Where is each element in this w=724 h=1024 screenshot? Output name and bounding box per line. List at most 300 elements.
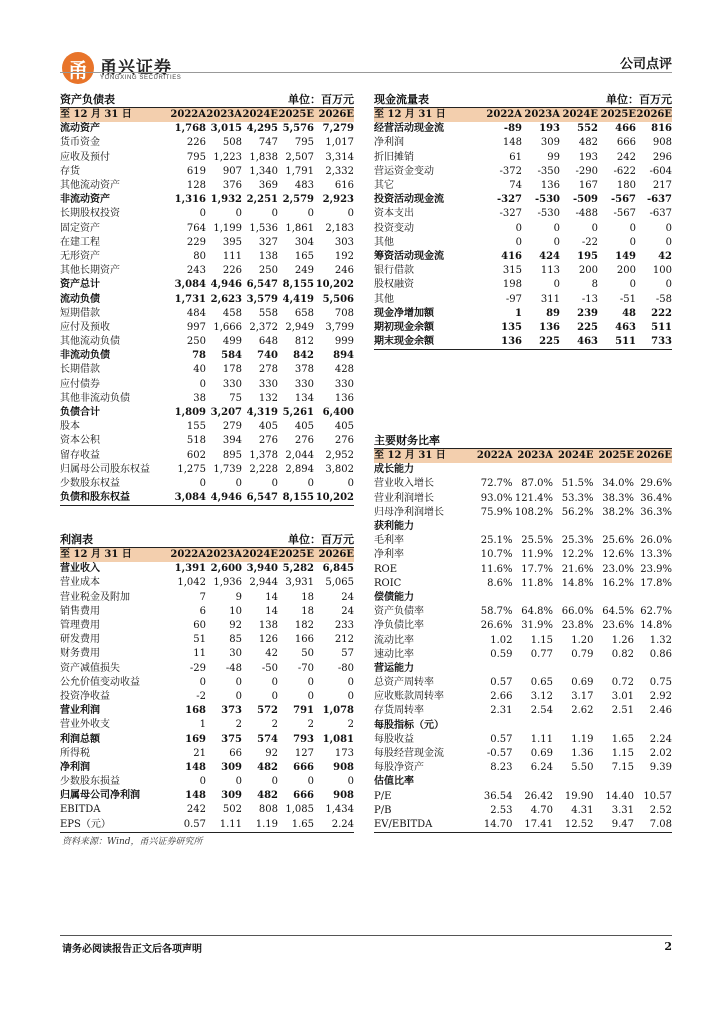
table-row	[374, 165, 672, 179]
table-cell: 327	[258, 236, 278, 248]
row-label: 利润总额	[60, 733, 100, 745]
table-row	[374, 662, 672, 676]
table-cell: 2.62	[571, 705, 594, 717]
table-row	[60, 151, 354, 165]
table-cell: 458	[222, 307, 242, 319]
table-cell: 997	[186, 321, 206, 333]
table-cell: 148	[502, 137, 522, 149]
table-cell: 894	[333, 350, 354, 362]
row-label: 研发费用	[60, 634, 100, 646]
table-cell: 53.3%	[561, 492, 594, 504]
table-cell: 10	[229, 605, 242, 617]
table-cell: 1.19	[242, 818, 278, 833]
table-cell: 276	[334, 435, 354, 447]
table-cell: 1,391	[174, 563, 206, 575]
column-header-year: 2025E	[600, 109, 636, 121]
table-cell: 26.0%	[640, 535, 672, 547]
table-cell: 463	[615, 321, 636, 333]
table-cell: -97	[505, 293, 522, 305]
table-cell: 1.15	[611, 748, 634, 760]
balance-sheet-table	[60, 108, 354, 506]
table-row	[374, 690, 672, 704]
column-header-year: 2024E	[242, 109, 278, 121]
table-cell	[594, 719, 635, 733]
table-cell: 180	[616, 180, 636, 192]
income-unit: 单位：百万元	[288, 534, 354, 546]
table-cell: 6.24	[530, 762, 553, 774]
row-label: 归属母公司净利润	[60, 790, 140, 802]
row-label: 归属母公司股东权益	[60, 463, 150, 475]
table-cell: 1,223	[213, 151, 242, 163]
table-row	[374, 193, 672, 207]
table-cell: 5.50	[571, 762, 594, 774]
table-cell: 1,434	[325, 804, 354, 816]
table-row	[374, 207, 672, 221]
table-cell: -509	[572, 194, 598, 206]
table-cell: 0	[235, 477, 242, 489]
table-cell: 816	[651, 123, 672, 135]
table-cell: 2,507	[285, 151, 314, 163]
table-cell: 3.31	[611, 804, 634, 816]
income-section	[60, 533, 354, 833]
table-cell: 23.6%	[602, 620, 634, 632]
table-cell: 1.11	[530, 733, 553, 745]
table-cell: 192	[334, 250, 354, 262]
table-cell: 0.75	[649, 677, 672, 689]
table-cell: 574	[257, 733, 278, 745]
table-cell: 482	[257, 790, 278, 802]
table-cell: -89	[503, 123, 522, 135]
table-cell: 249	[294, 265, 314, 277]
table-cell: -2	[196, 690, 206, 702]
column-header-year: 2022A	[486, 109, 522, 121]
table-cell: 99	[547, 151, 560, 163]
table-cell: 0	[235, 676, 242, 688]
table-cell: 2,372	[249, 321, 278, 333]
table-cell: 0	[235, 208, 242, 220]
column-header-year: 2026E	[318, 109, 354, 121]
table-cell: 552	[577, 123, 598, 135]
table-cell: 999	[334, 336, 354, 348]
table-cell: 3,207	[210, 407, 242, 419]
table-cell: 0	[515, 236, 522, 248]
table-cell: 405	[334, 421, 354, 433]
table-row	[374, 222, 672, 236]
disclaimer-note: 请务必阅读报告正文后各项声明	[62, 944, 202, 955]
row-label: 筹资活动现金流	[374, 250, 444, 262]
table-row	[60, 136, 354, 150]
table-header-row	[60, 108, 354, 122]
table-cell: -29	[189, 662, 206, 674]
table-cell: 0	[629, 236, 636, 248]
table-cell: 48	[622, 307, 636, 319]
table-cell: 36.54	[483, 790, 513, 802]
table-cell: 502	[222, 804, 242, 816]
balance-sheet-section	[60, 93, 354, 506]
table-cell: 2.53	[490, 804, 513, 816]
table-cell: 217	[652, 180, 672, 192]
table-row	[374, 463, 672, 477]
table-cell: 24	[341, 591, 354, 603]
table-cell: 138	[258, 620, 278, 632]
table-cell: 126	[258, 634, 278, 646]
table-cell: 1.19	[571, 733, 594, 745]
table-row	[60, 718, 354, 732]
row-label: 营业利润	[60, 705, 100, 717]
table-cell: 4,946	[206, 491, 242, 506]
table-cell: 2,944	[249, 577, 278, 589]
table-cell: 0	[553, 279, 560, 291]
row-label: 其他	[374, 293, 394, 305]
table-row	[60, 434, 354, 448]
table-cell: 2,579	[282, 194, 314, 206]
table-row	[60, 321, 354, 335]
table-cell: 2,228	[249, 463, 278, 475]
cashflow-title-bar	[374, 93, 672, 108]
table-cell: 895	[222, 449, 242, 461]
logo-subtext: YONGXING SECURITIES	[100, 75, 182, 81]
table-cell: 416	[501, 250, 522, 262]
table-cell: 2,183	[325, 222, 354, 234]
table-cell: 225	[577, 321, 598, 333]
column-header-year: 2022A	[476, 450, 513, 462]
row-label: 少数股东损益	[60, 776, 120, 788]
table-cell: 3,579	[246, 293, 278, 305]
table-cell: 466	[615, 123, 636, 135]
table-cell: 795	[294, 137, 314, 149]
table-cell: 16.2%	[602, 577, 634, 589]
table-row	[374, 136, 672, 150]
table-cell: 6,547	[242, 491, 278, 506]
row-label: 其它	[374, 180, 394, 192]
column-header-period: 至 12 月 31 日	[374, 109, 446, 121]
table-cell: 9.47	[594, 818, 635, 833]
table-cell: 0	[199, 378, 206, 390]
table-cell: 10,202	[315, 279, 354, 291]
table-cell	[472, 719, 513, 733]
table-cell: 373	[221, 705, 242, 717]
table-cell: 2	[307, 719, 314, 731]
table-cell: 11.9%	[521, 549, 553, 561]
table-cell: 14.40	[605, 790, 634, 802]
table-cell: 0	[515, 222, 522, 234]
row-label: 总资产周转率	[374, 677, 434, 689]
table-cell: 1,081	[322, 733, 354, 745]
table-cell	[472, 463, 513, 477]
table-cell: 58.7%	[480, 606, 513, 618]
table-cell: 1,932	[210, 194, 242, 206]
table-cell: 2.24	[314, 818, 354, 833]
table-cell: 136	[484, 335, 522, 350]
balance-sheet-title: 资产负债表	[60, 94, 115, 106]
column-header-year: 2024E	[242, 549, 278, 561]
table-row	[60, 576, 354, 590]
table-cell: 14.8%	[640, 620, 672, 632]
table-cell: 1.26	[611, 634, 634, 646]
table-cell: 3.01	[611, 691, 634, 703]
table-cell: 14	[265, 605, 278, 617]
table-cell: 508	[222, 137, 242, 149]
ratios-table	[374, 449, 672, 833]
table-cell: 23.8%	[561, 620, 594, 632]
table-cell: 1,017	[325, 137, 354, 149]
table-cell: 138	[258, 250, 278, 262]
row-label: 成长能力	[374, 464, 414, 476]
table-cell: 72.7%	[480, 478, 513, 490]
table-cell: 0.57	[170, 818, 206, 833]
company-logo	[62, 52, 182, 86]
table-cell: 10.57	[643, 790, 672, 802]
table-cell: 21	[193, 747, 206, 759]
table-cell: 8,155	[278, 491, 314, 506]
row-label: 其他长期资产	[60, 265, 120, 277]
table-cell: 1,838	[249, 151, 278, 163]
table-cell: 1	[199, 719, 206, 731]
table-cell: 482	[578, 137, 598, 149]
table-row	[374, 307, 672, 321]
table-cell: 7	[199, 591, 206, 603]
table-cell: 276	[258, 435, 278, 447]
table-cell: 330	[294, 378, 314, 390]
table-cell: 62.7%	[640, 606, 672, 618]
table-cell: 0	[665, 222, 672, 234]
table-cell: 375	[221, 733, 242, 745]
table-cell: 239	[577, 307, 598, 319]
row-label: EBITDA	[60, 804, 101, 816]
row-label: 投资活动现金流	[374, 194, 444, 206]
table-cell: 6,547	[246, 279, 278, 291]
table-row	[60, 278, 354, 292]
table-row	[60, 633, 354, 647]
column-header-year: 2023A	[517, 450, 553, 462]
row-label: 营运能力	[374, 662, 414, 674]
table-cell: 482	[257, 761, 278, 773]
table-row	[374, 179, 672, 193]
table-cell	[553, 463, 594, 477]
table-row	[374, 790, 672, 804]
row-label: 营业收入	[60, 563, 100, 575]
row-label: 营业外收支	[60, 719, 110, 731]
table-cell: 18	[301, 591, 314, 603]
table-cell: 8	[591, 279, 598, 291]
table-cell: 0	[629, 222, 636, 234]
table-row	[60, 165, 354, 179]
table-cell: 136	[334, 392, 354, 404]
table-cell: 0	[347, 208, 354, 220]
row-label: 固定资产	[60, 222, 100, 234]
table-row	[60, 193, 354, 207]
table-cell: 463	[560, 335, 598, 350]
row-label: P/B	[374, 804, 392, 816]
column-header-year: 2023A	[206, 549, 242, 561]
column-header-year: 2022A	[170, 109, 206, 121]
ratios-section	[374, 434, 672, 833]
table-row	[60, 803, 354, 817]
table-cell: 278	[258, 364, 278, 376]
table-cell: 75	[229, 392, 242, 404]
row-label: 经营活动现金流	[374, 123, 444, 135]
table-cell: 1,316	[174, 194, 206, 206]
table-row	[374, 761, 672, 775]
table-row	[60, 491, 354, 506]
table-cell: 108.2%	[514, 506, 553, 518]
cashflow-section	[374, 93, 672, 350]
table-cell: 26.6%	[480, 620, 513, 632]
table-cell: 200	[578, 265, 598, 277]
table-cell: -327	[496, 194, 522, 206]
table-row	[374, 264, 672, 278]
table-cell: 1,199	[213, 222, 242, 234]
table-cell: 200	[616, 265, 636, 277]
table-cell: 602	[186, 449, 206, 461]
table-cell: 394	[222, 435, 242, 447]
table-cell: 225	[522, 335, 560, 350]
row-label: 销售费用	[60, 605, 100, 617]
table-cell: 0	[665, 236, 672, 248]
table-cell: 311	[540, 293, 560, 305]
table-cell: 2,623	[210, 293, 242, 305]
column-header-year: 2024E	[562, 109, 598, 121]
table-cell: 405	[258, 421, 278, 433]
table-cell: 303	[334, 236, 354, 248]
table-cell	[634, 591, 672, 605]
table-header-row	[374, 449, 672, 463]
table-cell: 1,085	[285, 804, 314, 816]
table-cell: 276	[294, 435, 314, 447]
table-row	[374, 591, 672, 605]
row-label: 营业收入增长	[374, 478, 434, 490]
table-cell: 483	[294, 180, 314, 192]
table-cell: 747	[258, 137, 278, 149]
table-row	[374, 250, 672, 264]
row-label: 偿债能力	[374, 591, 414, 603]
table-cell: 42	[265, 648, 278, 660]
table-cell: 3,015	[210, 123, 242, 135]
table-cell: 168	[185, 705, 206, 717]
table-cell: 11.8%	[521, 577, 553, 589]
row-label: 应收账款周转率	[374, 691, 444, 703]
table-cell: 0	[629, 279, 636, 291]
table-cell: 1,936	[213, 577, 242, 589]
table-cell: 1	[515, 307, 522, 319]
table-cell: 3,940	[246, 563, 278, 575]
table-cell	[513, 463, 554, 477]
column-header-year: 2024E	[558, 450, 594, 462]
table-cell: 4,419	[282, 293, 314, 305]
table-row	[374, 122, 672, 136]
table-row	[374, 775, 672, 789]
table-cell: 0	[199, 208, 206, 220]
table-cell: 18	[301, 605, 314, 617]
table-cell: 56.2%	[561, 506, 594, 518]
table-cell: -80	[337, 662, 354, 674]
table-cell: 75.9%	[480, 506, 513, 518]
table-cell: 0	[307, 676, 314, 688]
table-cell: 12.52	[553, 818, 594, 833]
table-row	[374, 733, 672, 747]
table-cell: 1,809	[174, 407, 206, 419]
table-row	[374, 520, 672, 534]
row-label: 营业成本	[60, 577, 100, 589]
table-cell: 1,791	[285, 165, 314, 177]
table-cell: 666	[293, 790, 314, 802]
table-row	[60, 676, 354, 690]
table-cell: -13	[581, 293, 598, 305]
table-cell: 2.24	[649, 733, 672, 745]
table-cell: 64.5%	[602, 606, 634, 618]
table-cell: -327	[499, 208, 522, 220]
table-row	[60, 690, 354, 704]
row-label: 货币资金	[60, 137, 100, 149]
table-cell	[513, 591, 554, 605]
table-cell: 795	[186, 151, 206, 163]
table-cell: 11.6%	[480, 563, 513, 575]
table-cell: 212	[334, 634, 354, 646]
row-label: 非流动资产	[60, 194, 110, 206]
table-cell: 38	[193, 392, 206, 404]
table-cell: 85	[229, 634, 242, 646]
table-cell: 0	[271, 690, 278, 702]
row-label: 净利率	[374, 549, 404, 561]
table-cell: 708	[334, 307, 354, 319]
table-cell: -22	[581, 236, 598, 248]
table-row	[374, 605, 672, 619]
table-cell: -0.57	[486, 748, 513, 760]
table-cell: 1,768	[174, 123, 206, 135]
table-cell: 1.15	[530, 634, 553, 646]
table-cell: 7.08	[634, 818, 672, 833]
table-row	[60, 591, 354, 605]
table-cell: 666	[616, 137, 636, 149]
row-label: 期末现金余额	[374, 335, 484, 350]
table-row	[374, 804, 672, 818]
row-label: 投资净收益	[60, 690, 110, 702]
table-cell: 0	[271, 208, 278, 220]
table-row	[60, 449, 354, 463]
table-cell: 3.12	[530, 691, 553, 703]
table-cell: 0	[307, 690, 314, 702]
table-cell: 0.86	[649, 648, 672, 660]
table-cell: 908	[333, 761, 354, 773]
row-label: 速动比率	[374, 648, 414, 660]
row-label: 银行借款	[374, 265, 414, 277]
table-cell: 764	[186, 222, 206, 234]
footer-divider	[60, 935, 672, 936]
table-cell: 3,802	[325, 463, 354, 475]
table-cell: 3,314	[325, 151, 354, 163]
row-label: 应付及预收	[60, 321, 110, 333]
table-cell: 0.65	[530, 677, 553, 689]
table-cell: 0	[307, 208, 314, 220]
table-row	[60, 704, 354, 718]
ratios-title: 主要财务比率	[374, 435, 440, 447]
table-cell: 178	[222, 364, 242, 376]
table-row	[60, 236, 354, 250]
table-cell: 29.6%	[640, 478, 672, 490]
table-row	[374, 577, 672, 591]
table-cell: 246	[334, 265, 354, 277]
table-cell: 7.15	[611, 762, 634, 774]
table-cell: 0	[347, 477, 354, 489]
table-cell: 1,340	[249, 165, 278, 177]
table-cell: 2	[347, 719, 354, 731]
table-cell	[634, 719, 672, 733]
row-label: 营业利润增长	[374, 492, 434, 504]
row-label: 营运资金变动	[374, 165, 434, 177]
table-cell: 250	[258, 265, 278, 277]
row-label: 获利能力	[374, 521, 414, 533]
table-cell: 6	[199, 605, 206, 617]
